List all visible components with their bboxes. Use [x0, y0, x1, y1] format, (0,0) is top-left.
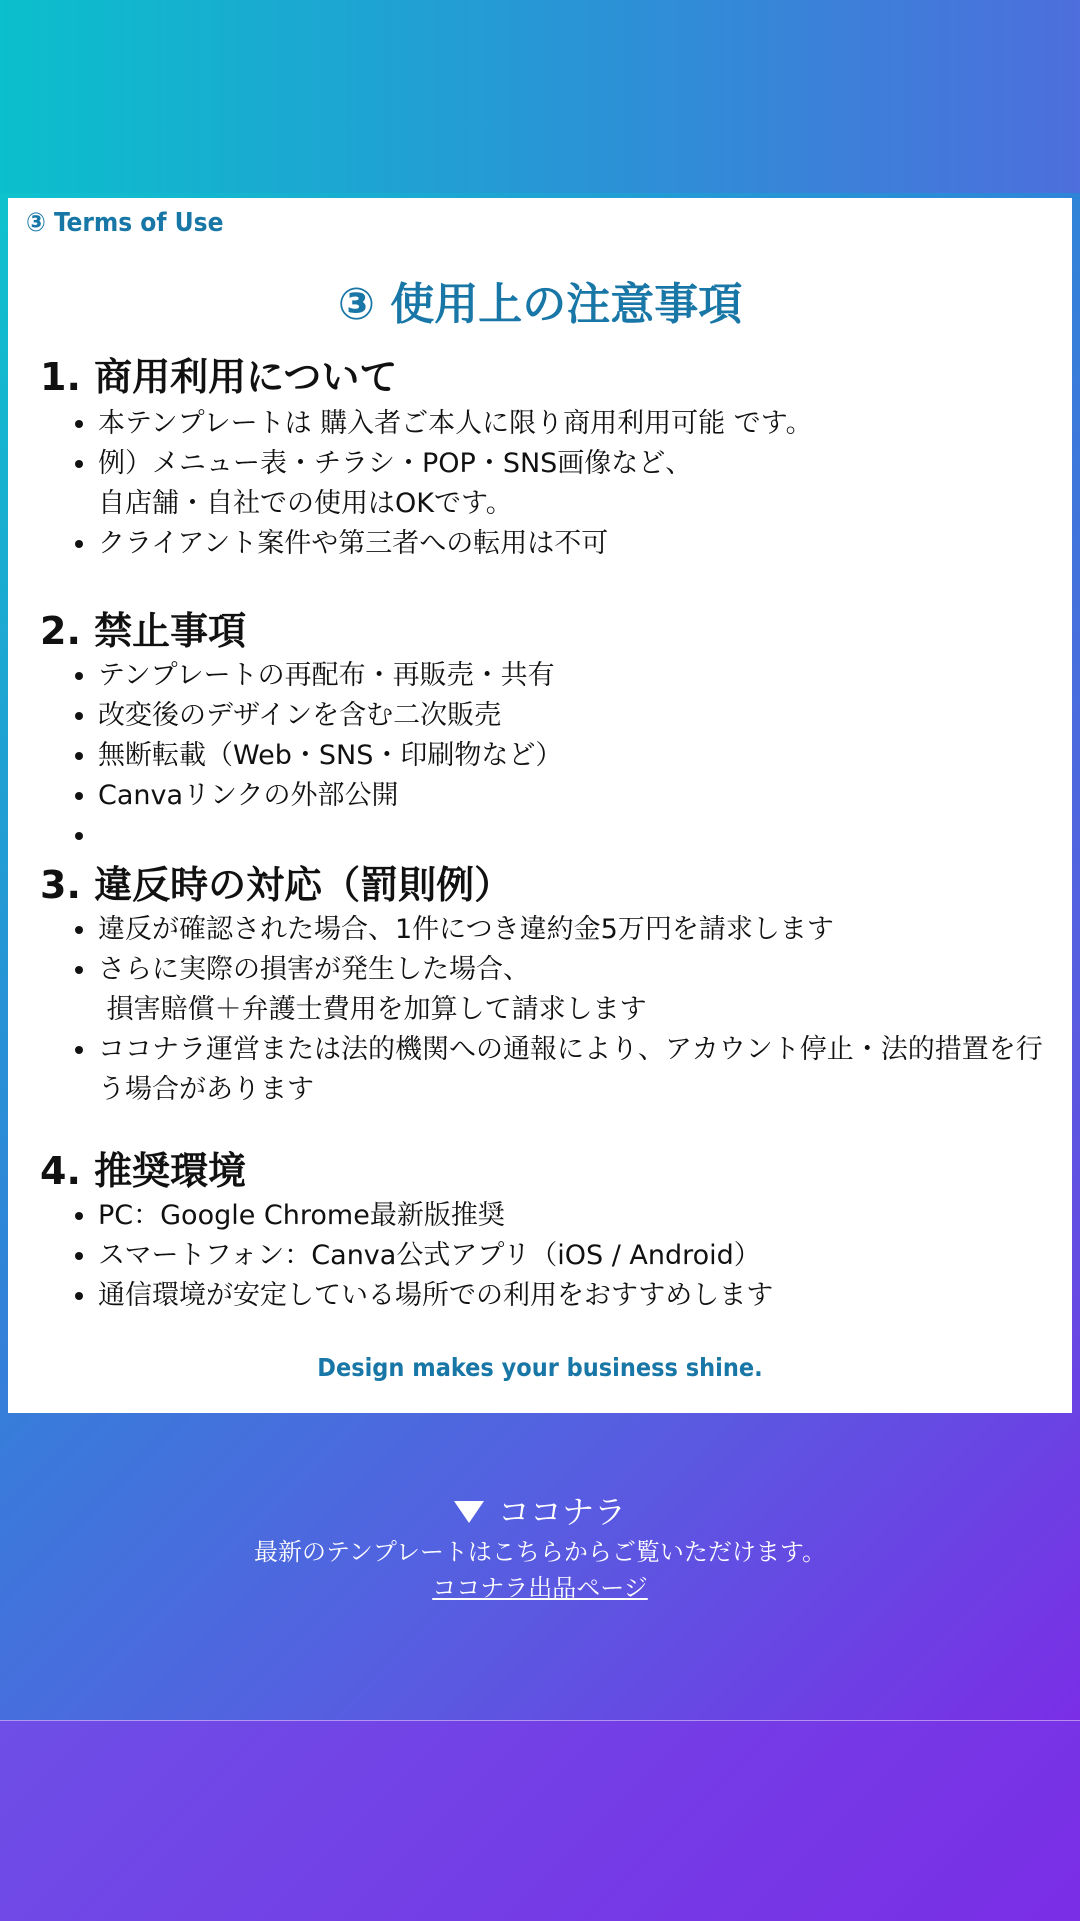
section-heading-environment: 4. 推奨環境: [40, 1149, 247, 1193]
footer-description: 最新のテンプレートはこちらからご覧いただけます。: [254, 1538, 826, 1566]
store-page-link[interactable]: ココナラ出品ページ: [432, 1574, 648, 1602]
list-item: • Canvaリンクの外部公開: [98, 776, 562, 816]
list-item: • ココナラ運営または法的機関への通報により、アカウント停止・法的措置を行う場合があります: [98, 1030, 1058, 1110]
violations-list: [40, 910, 1058, 1110]
commercial-use-list: [40, 404, 813, 564]
bottom-gradient-band: [0, 1720, 1080, 1921]
list-item-empty: [98, 816, 562, 856]
environment-list: [40, 1196, 773, 1316]
list-item: [98, 950, 1058, 1030]
corner-label: ③ Terms of Use: [26, 208, 224, 238]
list-item: [98, 444, 813, 524]
triangle-down-icon: [454, 1490, 484, 1534]
list-item: • テンプレートの再配布・再販売・共有: [98, 656, 562, 696]
list-item-text: さらに実際の損害が発生した場合、 損害賠償＋弁護士費用を加算して請求します: [98, 954, 647, 1025]
list-item: • 通信環境が安定している場所での利用をおすすめします: [98, 1276, 773, 1316]
list-item: • クライアント案件や第三者への転用は不可: [98, 524, 813, 564]
list-item: • 改変後のデザインを含む二次販売: [98, 696, 562, 736]
list-item: • 無断転載（Web・SNS・印刷物など）: [98, 736, 562, 776]
page-title: ③ 使用上の注意事項: [337, 279, 743, 330]
list-item: • スマートフォン：Canva公式アプリ（iOS / Android）: [98, 1236, 773, 1276]
list-item: • 本テンプレートは 購入者ご本人に限り商用利用可能 です。: [98, 404, 813, 444]
top-gradient-band: [0, 0, 1080, 193]
section-heading-prohibited: 2. 禁止事項: [40, 609, 247, 653]
terms-card: [8, 198, 1072, 1413]
tagline: Design makes your business shine.: [317, 1353, 763, 1382]
list-item-text: 例）メニュー表・チラシ・POP・SNS画像など、 自店舗・自社での使用はOKです。: [98, 448, 693, 519]
prohibited-list: [40, 656, 562, 856]
list-item: • 違反が確認された場合、1件につき違約金5万円を請求します: [98, 910, 1058, 950]
footer: [0, 1490, 1080, 1606]
section-heading-commercial-use: 1. 商用利用について: [40, 355, 398, 399]
list-item: • PC：Google Chrome最新版推奨: [98, 1196, 773, 1236]
footer-title: [0, 1490, 1080, 1534]
footer-title-text: ココナラ: [497, 1493, 626, 1531]
section-heading-violations: 3. 違反時の対応（罰則例）: [40, 863, 513, 907]
